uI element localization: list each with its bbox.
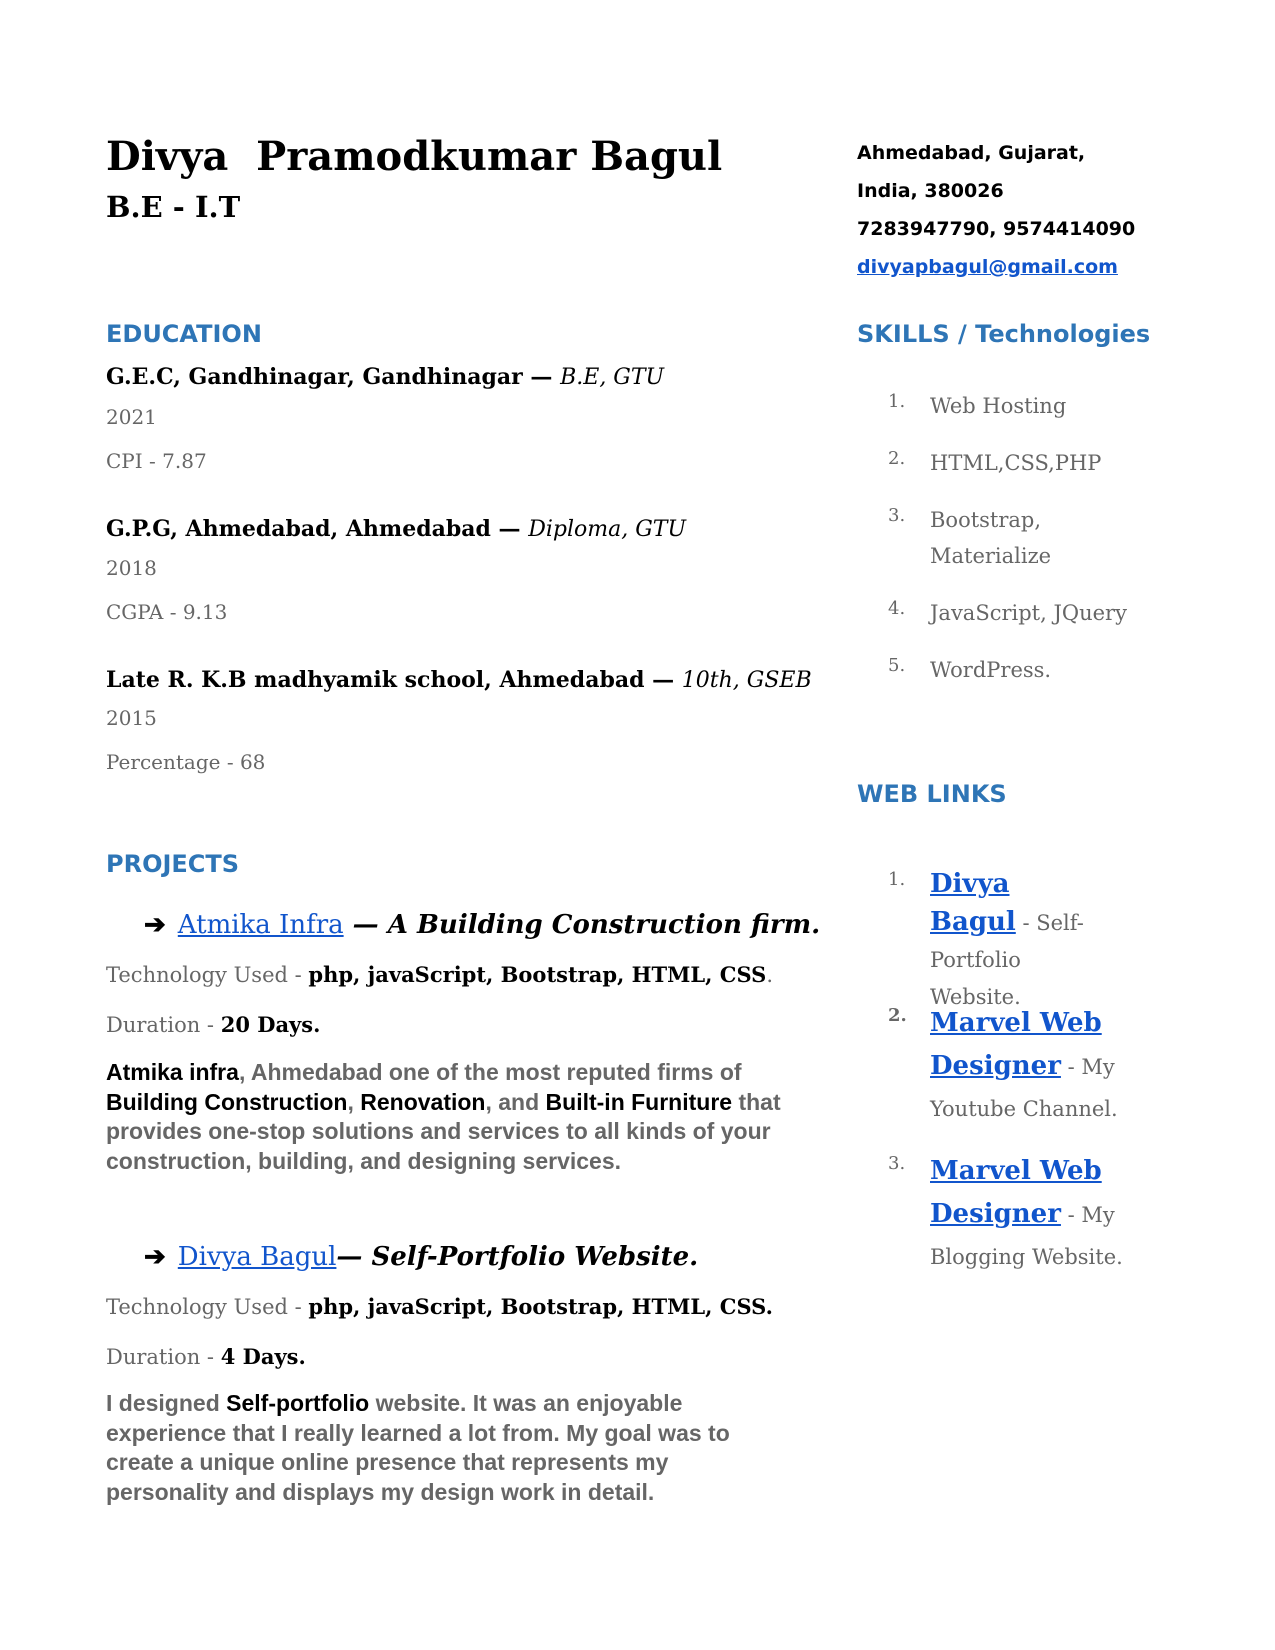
list-number: 1. bbox=[888, 869, 906, 890]
desc-part: Built-in Furniture bbox=[545, 1088, 733, 1115]
list-number: 2. bbox=[888, 448, 906, 469]
education-entry-title bbox=[106, 667, 812, 693]
education-score: CGPA - 9.13 bbox=[106, 600, 228, 624]
arrow-icon: ➔ bbox=[144, 910, 166, 940]
dash: — bbox=[522, 364, 561, 390]
list-item bbox=[888, 1002, 1118, 1121]
web-link[interactable]: Marvel Web Designer bbox=[930, 1008, 1102, 1081]
list-item bbox=[888, 866, 1084, 1009]
qualification: B.E, GTU bbox=[560, 365, 665, 390]
projects-heading: PROJECTS bbox=[106, 850, 240, 878]
education-heading: EDUCATION bbox=[106, 320, 262, 348]
phone-numbers: 7283947790, 9574414090 bbox=[857, 218, 1136, 240]
skills-heading: SKILLS / Technologies bbox=[857, 320, 1151, 348]
tech-end: . bbox=[766, 963, 774, 987]
education-year: 2015 bbox=[106, 706, 157, 730]
desc-part: I designed bbox=[106, 1390, 227, 1416]
tech-label: Technology Used - bbox=[106, 1295, 309, 1319]
project-description bbox=[106, 1058, 806, 1176]
project-subtitle: — A Building Construction firm. bbox=[343, 910, 821, 940]
desc-part: Atmika infra bbox=[106, 1059, 239, 1085]
desc-part: , and bbox=[485, 1088, 546, 1115]
web-link[interactable]: Divya Bagul bbox=[930, 869, 1016, 937]
project-link[interactable]: Divya Bagul bbox=[177, 1242, 337, 1272]
project-subtitle: — Self-Portfolio Website. bbox=[336, 1242, 699, 1272]
list-number: 4. bbox=[888, 598, 906, 619]
email-link[interactable]: divyapbagul@gmail.com bbox=[857, 256, 1118, 278]
duration-label: Duration - bbox=[106, 1345, 221, 1369]
institution: G.P.G, Ahmedabad, Ahmedabad bbox=[106, 516, 491, 542]
education-year: 2018 bbox=[106, 556, 157, 580]
list-number: 3. bbox=[888, 505, 906, 526]
web-link[interactable]: Marvel Web Designer bbox=[930, 1156, 1102, 1229]
project-technology bbox=[106, 1294, 773, 1319]
skills-list bbox=[888, 388, 1188, 688]
project-link[interactable]: Atmika Infra bbox=[177, 910, 344, 940]
list-item bbox=[888, 502, 1052, 568]
skill-label: JavaScript, JQuery bbox=[930, 601, 1127, 625]
duration-label: Duration - bbox=[106, 1013, 221, 1037]
web-links-list bbox=[888, 866, 1188, 1269]
list-number: 2. bbox=[888, 1005, 907, 1026]
list-item bbox=[888, 595, 1127, 625]
skill-label: Bootstrap, Materialize bbox=[930, 508, 1052, 568]
education-year: 2021 bbox=[106, 405, 157, 429]
project-title bbox=[144, 1242, 698, 1272]
degree-title: B.E - I.T bbox=[106, 190, 241, 224]
skill-label: HTML,CSS,PHP bbox=[930, 451, 1102, 475]
project-duration bbox=[106, 1344, 306, 1369]
desc-part: , bbox=[347, 1088, 361, 1115]
address-line-1: Ahmedabad, Gujarat, bbox=[857, 142, 1086, 164]
arrow-icon: ➔ bbox=[144, 1242, 166, 1272]
institution: Late R. K.B madhyamik school, Ahmedabad bbox=[106, 667, 645, 693]
desc-part: that provides one-stop solutions and services to all kinds of your construction, building, and designing services. bbox=[106, 1088, 781, 1174]
desc-part: Building Construction bbox=[106, 1088, 348, 1115]
tech-value: php, javaScript, Bootstrap, HTML, CSS. bbox=[308, 1294, 773, 1319]
list-item bbox=[888, 388, 1067, 418]
link-description: - Self-Portfolio Website. bbox=[930, 911, 1084, 1009]
desc-part: Renovation bbox=[360, 1088, 486, 1115]
dash: — bbox=[644, 667, 682, 693]
education-score: Percentage - 68 bbox=[106, 750, 266, 774]
education-entry-title bbox=[106, 516, 686, 542]
qualification: Diploma, GTU bbox=[528, 517, 686, 542]
qualification: 10th, GSEB bbox=[681, 668, 812, 693]
link-description: - My Youtube Channel. bbox=[930, 1055, 1118, 1121]
skill-label: WordPress. bbox=[930, 658, 1052, 682]
desc-part: , Ahmedabad one of the most reputed firms of bbox=[238, 1059, 742, 1085]
tech-label: Technology Used - bbox=[106, 963, 309, 987]
list-item bbox=[888, 445, 1102, 475]
address-line-2: India, 380026 bbox=[857, 180, 1004, 202]
project-description bbox=[106, 1389, 766, 1507]
skill-label: Web Hosting bbox=[930, 394, 1067, 418]
tech-value: php, javaScript, Bootstrap, HTML, CSS bbox=[308, 962, 767, 987]
project-duration bbox=[106, 1012, 320, 1037]
project-title bbox=[144, 910, 820, 940]
list-number: 3. bbox=[888, 1153, 906, 1174]
project-technology bbox=[106, 962, 773, 987]
list-item bbox=[888, 1150, 1123, 1269]
list-number: 5. bbox=[888, 655, 906, 676]
link-description: - My Blogging Website. bbox=[930, 1203, 1123, 1269]
education-entry-title bbox=[106, 364, 664, 390]
duration-value: 4 Days. bbox=[220, 1344, 306, 1369]
web-links-heading: WEB LINKS bbox=[857, 780, 1007, 808]
desc-part: Self-portfolio bbox=[226, 1390, 370, 1416]
list-number: 1. bbox=[888, 391, 906, 412]
contact-block bbox=[857, 138, 1135, 290]
education-score: CPI - 7.87 bbox=[106, 449, 207, 473]
list-item bbox=[888, 652, 1052, 682]
candidate-name: Divya Pramodkumar Bagul bbox=[106, 133, 723, 180]
desc-part: website. It was an enjoyable experience that I really learned a lot from. My goal was to create a unique online presence that represents my personality and displays my design work in detail. bbox=[106, 1390, 730, 1505]
institution: G.E.C, Gandhinagar, Gandhinagar bbox=[106, 364, 523, 390]
duration-value: 20 Days. bbox=[220, 1012, 321, 1037]
dash: — bbox=[490, 516, 529, 542]
